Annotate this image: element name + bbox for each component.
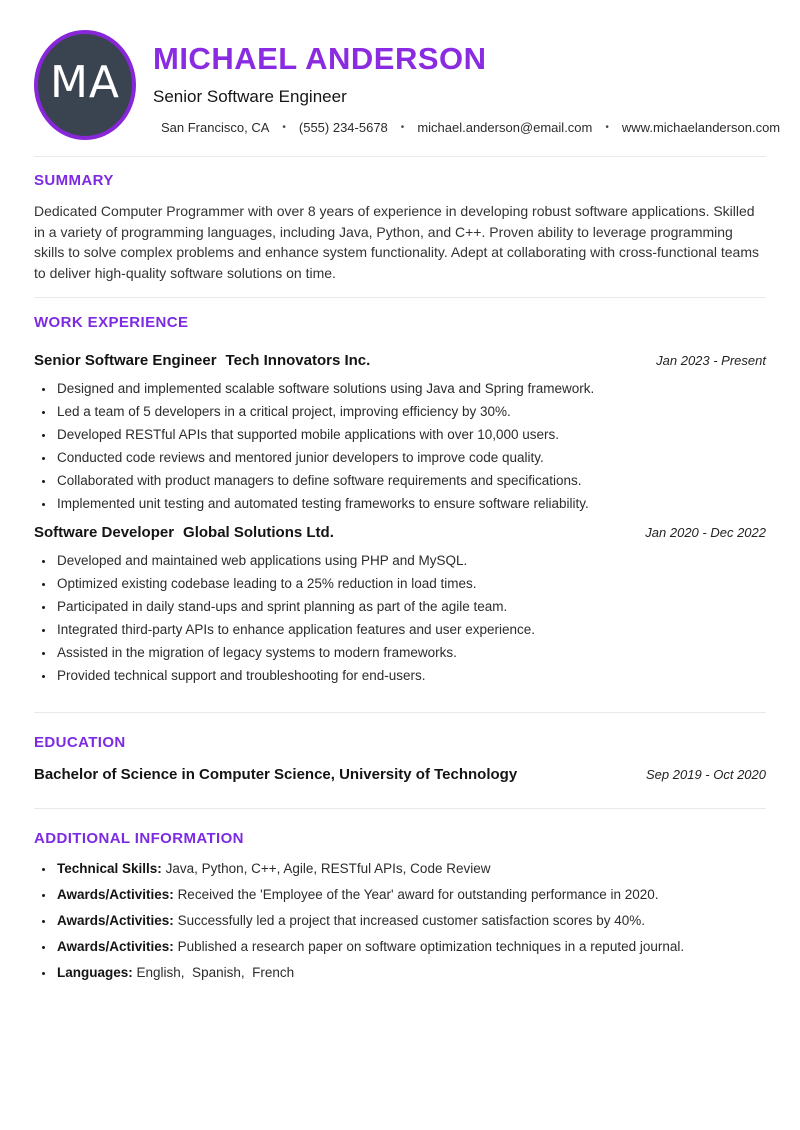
bullet-item: • Collaborated with product managers to define software requirements and specifications.	[55, 473, 766, 488]
avatar	[34, 30, 136, 140]
additional-information-heading: ADDITIONAL INFORMATION	[34, 830, 244, 847]
bullet-item: • Implemented unit testing and automated testing frameworks to ensure software reliability.	[55, 496, 766, 511]
additional-item-text: Successfully led a project that increased customer satisfaction scores by 40%.	[177, 913, 646, 928]
education-row	[34, 766, 766, 783]
resume-header	[34, 30, 781, 140]
additional-item	[55, 939, 766, 954]
bullet-item: • Developed RESTful APIs that supported mobile applications with over 10,000 users.	[55, 427, 766, 442]
work-experience-heading: WORK EXPERIENCE	[34, 314, 189, 331]
job-title: Senior Software Engineer	[34, 352, 217, 369]
additional-item-label: Awards/Activities:	[57, 887, 174, 902]
job-title: Software Developer	[34, 524, 175, 541]
summary-text: Dedicated Computer Programmer with over 8 years of experience in developing robust software applications. Skilled in a variety of programming languages, including Java, Python, and C++. Proven ability to leverage programming skills to solve complex problems and enhance system functionality. Adept at collaborating with cross-functional teams to deliver high-quality software solutions on time.	[34, 203, 759, 281]
education-degree: Bachelor of Science in Computer Science, University of Technology	[34, 766, 518, 783]
header-info	[153, 30, 781, 135]
contact-separator: •	[400, 122, 405, 133]
job-entry	[34, 352, 766, 511]
bullet-item: • Conducted code reviews and mentored junior developers to improve code quality.	[55, 450, 766, 465]
summary-heading: SUMMARY	[34, 172, 114, 189]
education-dates: Sep 2019 - Oct 2020	[646, 767, 766, 782]
education-heading: EDUCATION	[34, 734, 126, 751]
section-summary	[34, 157, 766, 297]
bullet-item: • Designed and implemented scalable software solutions using Java and Spring framework.	[55, 381, 766, 396]
additional-item-label: Technical Skills:	[57, 861, 162, 876]
contact-location: San Francisco, CA	[161, 120, 270, 135]
section-education	[34, 713, 766, 808]
additional-item	[55, 913, 766, 928]
job-company: Global Solutions Ltd.	[183, 524, 334, 541]
additional-item	[55, 861, 766, 876]
additional-item-label: Languages:	[57, 965, 133, 980]
job-title-row	[34, 352, 370, 369]
additional-item-label: Awards/Activities:	[57, 913, 174, 928]
bullet-item: • Provided technical support and troubleshooting for end-users.	[55, 668, 766, 683]
job-bullets	[34, 553, 766, 683]
contact-separator: •	[282, 122, 286, 133]
contact-separator: •	[605, 122, 609, 133]
bullet-item: • Participated in daily stand-ups and sprint planning as part of the agile team.	[55, 599, 766, 614]
additional-item-label: Awards/Activities:	[57, 939, 174, 954]
additional-item-text: Published a research paper on software optimization techniques in a reputed journal.	[177, 939, 685, 954]
person-name: MICHAEL ANDERSON	[153, 41, 487, 76]
avatar-initials: MA	[49, 57, 121, 108]
contact-phone: (555) 234-5678	[298, 120, 388, 135]
job-header-row	[34, 352, 766, 369]
bullet-item: • Optimized existing codebase leading to a 25% reduction in load times.	[55, 576, 766, 591]
additional-list	[34, 861, 766, 980]
bullet-item: • Led a team of 5 developers in a critical project, improving efficiency by 30%.	[55, 404, 766, 419]
job-dates: Jan 2020 - Dec 2022	[645, 525, 766, 540]
job-bullets	[34, 381, 766, 511]
section-work-experience	[34, 298, 766, 712]
contact-email: michael.anderson@email.com	[417, 120, 593, 135]
additional-item	[55, 965, 766, 980]
bullet-item: • Assisted in the migration of legacy systems to modern frameworks.	[55, 645, 766, 660]
bullet-item: • Integrated third-party APIs to enhance application features and user experience.	[55, 622, 766, 637]
additional-item-text: Java, Python, C++, Agile, RESTful APIs, Code Review	[165, 861, 491, 876]
section-additional-information	[34, 809, 766, 980]
additional-item	[55, 887, 766, 902]
person-role: Senior Software Engineer	[153, 87, 347, 106]
job-header-row	[34, 524, 766, 541]
contact-website: www.michaelanderson.com	[621, 120, 781, 135]
bullet-item: • Developed and maintained web applications using PHP and MySQL.	[55, 553, 766, 568]
job-dates: Jan 2023 - Present	[656, 353, 766, 368]
additional-item-text: English, Spanish, French	[136, 965, 295, 980]
job-company: Tech Innovators Inc.	[225, 352, 371, 369]
additional-item-text: Received the 'Employee of the Year' award for outstanding performance in 2020.	[177, 887, 659, 902]
job-entry	[34, 524, 766, 683]
contact-line	[153, 120, 781, 135]
job-title-row	[34, 524, 334, 541]
